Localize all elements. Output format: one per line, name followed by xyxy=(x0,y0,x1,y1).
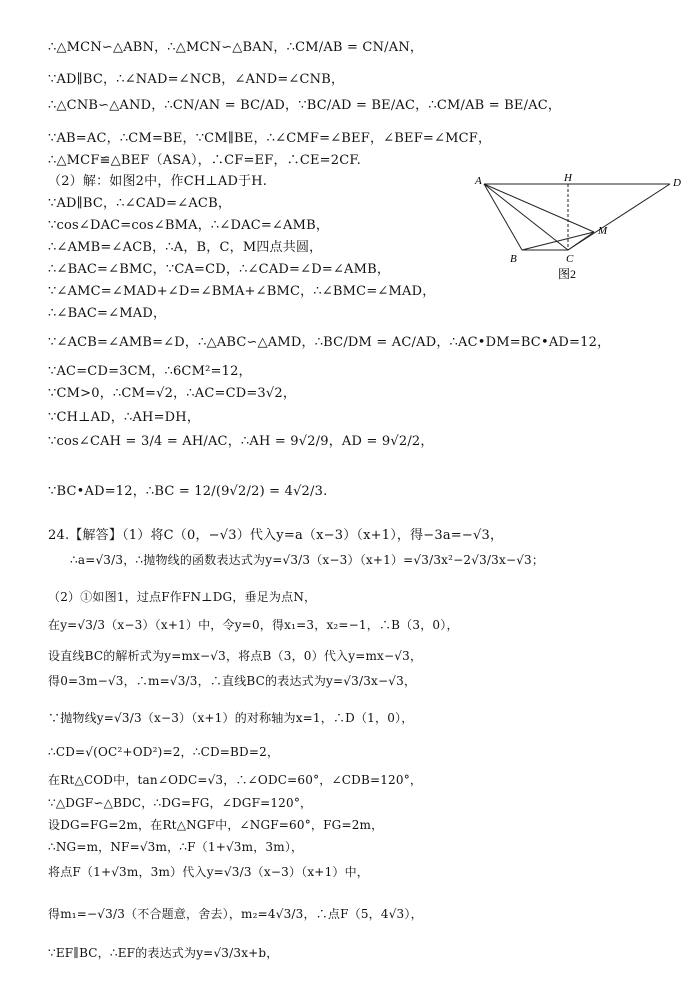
text-line-16: ∵CH⊥AD，∴AH=DH， xyxy=(48,410,201,425)
text-line-19: 24.【解答】（1）将C（0，−√3）代入y=a（x−3）（x+1），得−3a=−√3， xyxy=(48,528,504,543)
text-line-30: ∴NG=m，NF=√3m，∴F（1+√3m，3m）， xyxy=(48,840,304,854)
text-line-3: ∴△CNB∽△AND，∴CN/AN = BC/AD，∵BC/AD = BE/AC，∴CM/AB = BE/AC， xyxy=(48,98,562,113)
text-line-21: （2）①如图1，过点F作FN⊥DG，垂足为点N， xyxy=(48,590,317,604)
figure-caption: 图2 xyxy=(558,267,577,281)
text-line-15: ∵CM>0，∴CM=√2，∴AC=CD=3√2， xyxy=(48,386,297,401)
text-line-27: 在Rt△COD中，tan∠ODC=√3，∴∠ODC=60°，∠CDB=120°， xyxy=(48,773,423,787)
text-line-13: ∵∠ACB=∠AMB=∠D，∴△ABC∽△AMD，∴BC/DM = AC/AD，∴AC•DM=BC•AD=12， xyxy=(48,335,611,350)
segment-AC xyxy=(484,184,568,250)
text-line-12: ∴∠BAC=∠MAD， xyxy=(48,306,167,321)
text-line-17: ∵cos∠CAH = 3/4 = AH/AC，∴AH = 9√2/9，AD = 9√2/2， xyxy=(48,434,434,449)
text-line-24: 得0=3m−√3，∴m=√3/3，∴直线BC的表达式为y=√3/3x−√3， xyxy=(48,674,417,688)
text-line-25: ∵抛物线y=√3/3（x−3）（x+1）的对称轴为x=1，∴D（1，0）， xyxy=(48,711,414,725)
text-line-22: 在y=√3/3（x−3）（x+1）中，令y=0，得x₁=3，x₂=−1，∴B（3，0）， xyxy=(48,618,459,632)
text-line-1: ∴△MCN∽△ABN，∴△MCN∽△BAN，∴CM/AB = CN/AN， xyxy=(48,40,424,55)
text-line-10: ∴∠BAC=∠BMC，∵CA=CD，∴∠CAD=∠D=∠AMB， xyxy=(48,262,391,277)
segment-CD xyxy=(568,184,670,250)
text-line-28: ∵△DGF∽△BDC，∴DG=FG，∠DGF=120°， xyxy=(48,796,313,810)
text-line-2: ∵AD∥BC，∴∠NAD=∠NCB，∠AND=∠CNB， xyxy=(48,72,345,87)
geometry-figure-2 xyxy=(470,172,685,284)
text-line-11: ∵∠AMC=∠MAD+∠D=∠BMA+∠BMC，∴∠BMC=∠MAD， xyxy=(48,284,436,299)
text-line-9: ∴∠AMB=∠ACB，∴A，B，C，M四点共圆， xyxy=(48,240,323,255)
text-line-14: ∵AC=CD=3CM，∴6CM²=12， xyxy=(48,364,252,379)
text-line-29: 设DG=FG=2m，在Rt△NGF中，∠NGF=60°，FG=2m， xyxy=(48,818,384,832)
text-line-4: ∵AB=AC，∴CM=BE，∵CM∥BE，∴∠CMF=∠BEF，∠BEF=∠MCF， xyxy=(48,131,492,146)
text-line-32: 得m₁=−√3/3（不合题意，舍去），m₂=4√3/3，∴点F（5，4√3）， xyxy=(48,907,423,921)
label-point-C: C xyxy=(566,253,574,265)
label-point-B: B xyxy=(510,253,517,265)
text-line-5: ∴△MCF≌△BEF（ASA），∴CF=EF，∴CE=2CF. xyxy=(48,153,361,168)
text-line-20: ∴a=√3/3，∴抛物线的函数表达式为y=√3/3（x−3）（x+1）=√3/3x²−2√3/3x−√3； xyxy=(70,553,545,567)
text-line-31: 将点F（1+√3m，3m）代入y=√3/3（x−3）（x+1）中， xyxy=(48,865,369,879)
label-point-D: D xyxy=(673,177,681,189)
label-point-A: A xyxy=(475,175,482,187)
text-line-26: ∴CD=√(OC²+OD²)=2，∴CD=BD=2， xyxy=(48,745,280,759)
text-line-33: ∵EF∥BC，∴EF的表达式为y=√3/3x+b， xyxy=(48,946,279,960)
segment-AB xyxy=(484,184,522,250)
segment-AM xyxy=(484,184,594,232)
segment-BM xyxy=(522,232,594,250)
label-point-H: H xyxy=(564,172,572,184)
text-line-7: ∵AD∥BC，∴∠CAD=∠ACB， xyxy=(48,196,232,211)
text-line-18: ∵BC•AD=12，∴BC = 12/(9√2/2) = 4√2/3. xyxy=(48,484,328,499)
text-line-6: （2）解：如图2中，作CH⊥AD于H. xyxy=(48,174,268,189)
text-line-8: ∵cos∠DAC=cos∠BMA，∴∠DAC=∠AMB， xyxy=(48,218,330,233)
segment-CM xyxy=(568,232,594,250)
label-point-M: M xyxy=(598,225,608,237)
text-line-23: 设直线BC的解析式为y=mx−√3，将点B（3，0）代入y=mx−√3， xyxy=(48,649,423,663)
